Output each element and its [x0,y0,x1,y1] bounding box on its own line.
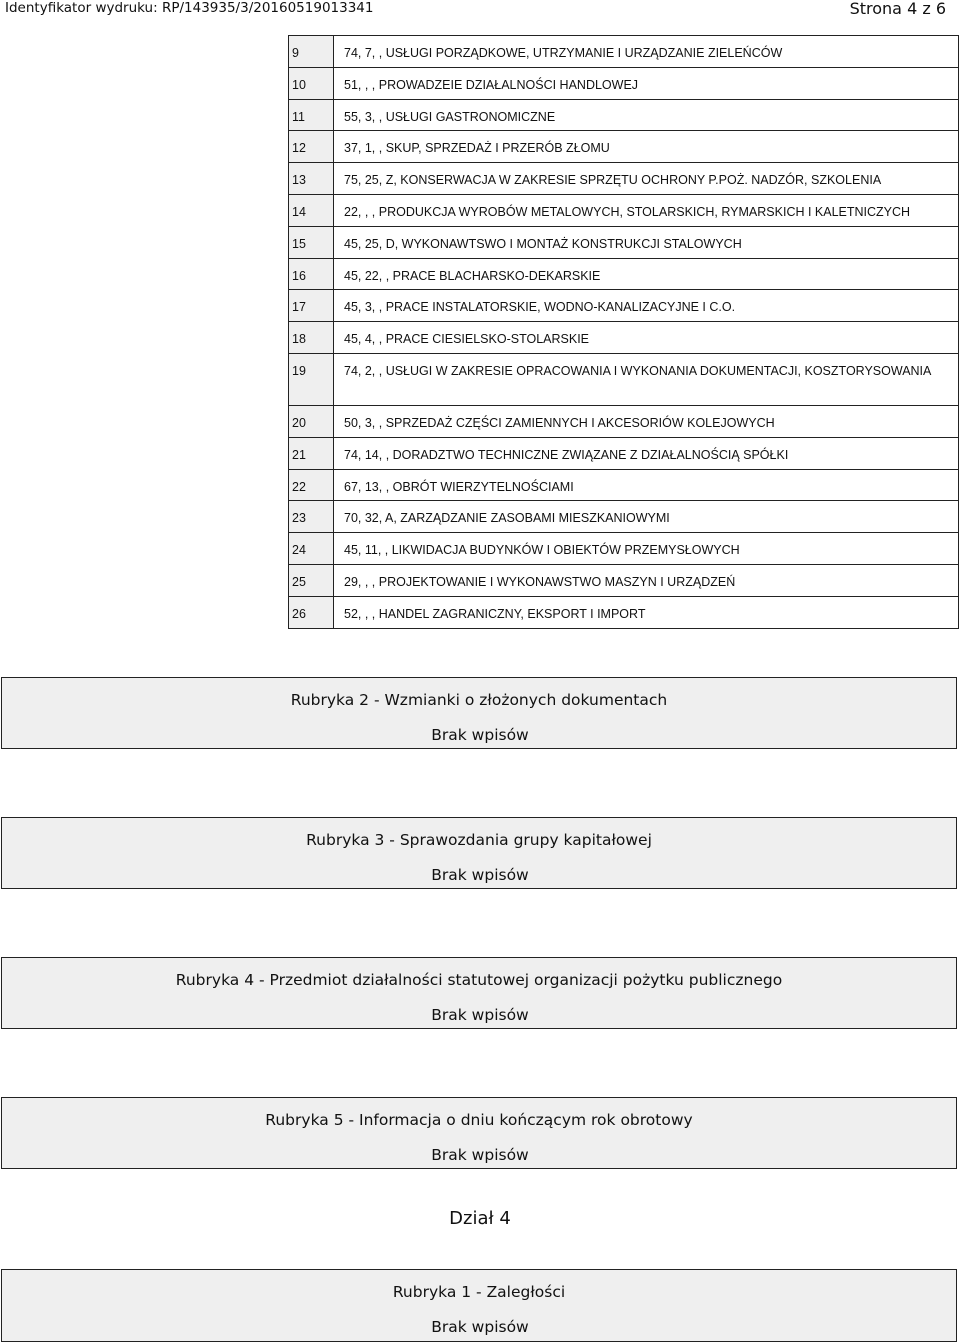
row-number: 25 [289,564,334,596]
rubryka-4-empty: Brak wpisów [431,1006,529,1024]
row-number: 12 [289,131,334,163]
row-number: 21 [289,437,334,469]
table-row [289,469,959,501]
table-row [289,596,959,628]
row-number: 17 [289,290,334,322]
row-number: 20 [289,405,334,437]
row-text: 52, , , HANDEL ZAGRANICZNY, EKSPORT I IMPORT [334,596,959,628]
table-row [289,437,959,469]
table-row [289,353,959,405]
table-row [289,533,959,565]
table-row [289,131,959,163]
row-number: 13 [289,163,334,195]
table-row [289,258,959,290]
dzial-4-title: Dział 4 [449,1208,511,1229]
row-text: 45, 11, , LIKWIDACJA BUDYNKÓW I OBIEKTÓW PRZEMYSŁOWYCH [334,533,959,565]
row-text: 70, 32, A, ZARZĄDZANIE ZASOBAMI MIESZKANIOWYMI [334,501,959,533]
row-number: 15 [289,226,334,258]
row-number: 11 [289,99,334,131]
table-row [289,67,959,99]
table-row [289,226,959,258]
table-row [289,163,959,195]
row-text: 67, 13, , OBRÓT WIERZYTELNOŚCIAMI [334,469,959,501]
table-row [289,322,959,354]
row-number: 14 [289,194,334,226]
row-text: 75, 25, Z, KONSERWACJA W ZAKRESIE SPRZĘTU OCHRONY P.POŻ. NADZÓR, SZKOLENIA [334,163,959,195]
rubryka-5-title: Rubryka 5 - Informacja o dniu kończącym rok obrotowy [265,1111,693,1129]
table-row [289,36,959,68]
rubryka-2-empty: Brak wpisów [431,726,529,744]
page-number: Strona 4 z 6 [849,0,946,18]
rubryka-4-title: Rubryka 4 - Przedmiot działalności statutowej organizacji pożytku publicznego [175,971,783,989]
row-number: 9 [289,36,334,68]
page-header [0,0,960,22]
dzial-4-rubryka-1-title: Rubryka 1 - Zaległości [392,1283,566,1301]
rubryka-5-empty: Brak wpisów [431,1146,529,1164]
row-text: 45, 25, D, WYKONAWTSWO I MONTAŻ KONSTRUKCJI STALOWYCH [334,226,959,258]
row-number: 18 [289,322,334,354]
row-text: 74, 14, , DORADZTWO TECHNICZNE ZWIĄZANE Z DZIAŁALNOŚCIĄ SPÓŁKI [334,437,959,469]
row-number: 16 [289,258,334,290]
row-text: 50, 3, , SPRZEDAŻ CZĘŚCI ZAMIENNYCH I AKCESORIÓW KOLEJOWYCH [334,405,959,437]
row-text: 45, 3, , PRACE INSTALATORSKIE, WODNO-KANALIZACYJNE I C.O. [334,290,959,322]
row-number: 22 [289,469,334,501]
rubryka-2-title: Rubryka 2 - Wzmianki o złożonych dokumentach [290,691,668,709]
table-row [289,564,959,596]
row-number: 23 [289,501,334,533]
activity-table [288,35,959,629]
table-row [289,194,959,226]
row-text: 55, 3, , USŁUGI GASTRONOMICZNE [334,99,959,131]
row-text: 51, , , PROWADZEIE DZIAŁALNOŚCI HANDLOWEJ [334,67,959,99]
row-text: 45, 4, , PRACE CIESIELSKO-STOLARSKIE [334,322,959,354]
row-text: 29, , , PROJEKTOWANIE I WYKONAWSTWO MASZYN I URZĄDZEŃ [334,564,959,596]
table-row [289,99,959,131]
row-text: 74, 2, , USŁUGI W ZAKRESIE OPRACOWANIA I WYKONANIA DOKUMENTACJI, KOSZTORYSOWANIA [334,353,959,405]
table-row [289,501,959,533]
rubryka-3-title: Rubryka 3 - Sprawozdania grupy kapitałowej [306,831,652,849]
table-row [289,405,959,437]
row-text: 37, 1, , SKUP, SPRZEDAŻ I PRZERÓB ZŁOMU [334,131,959,163]
print-identifier: Identyfikator wydruku: RP/143935/3/20160519013341 [5,0,374,16]
table-row [289,290,959,322]
row-text: 22, , , PRODUKCJA WYROBÓW METALOWYCH, STOLARSKICH, RYMARSKICH I KALETNICZYCH [334,194,959,226]
row-number: 19 [289,353,334,405]
dzial-4-rubryka-1-empty: Brak wpisów [431,1318,529,1336]
row-text: 45, 22, , PRACE BLACHARSKO-DEKARSKIE [334,258,959,290]
row-number: 24 [289,533,334,565]
row-number: 10 [289,67,334,99]
row-text: 74, 7, , USŁUGI PORZĄDKOWE, UTRZYMANIE I URZĄDZANIE ZIELEŃCÓW [334,36,959,68]
rubryka-3-empty: Brak wpisów [431,866,529,884]
row-number: 26 [289,596,334,628]
